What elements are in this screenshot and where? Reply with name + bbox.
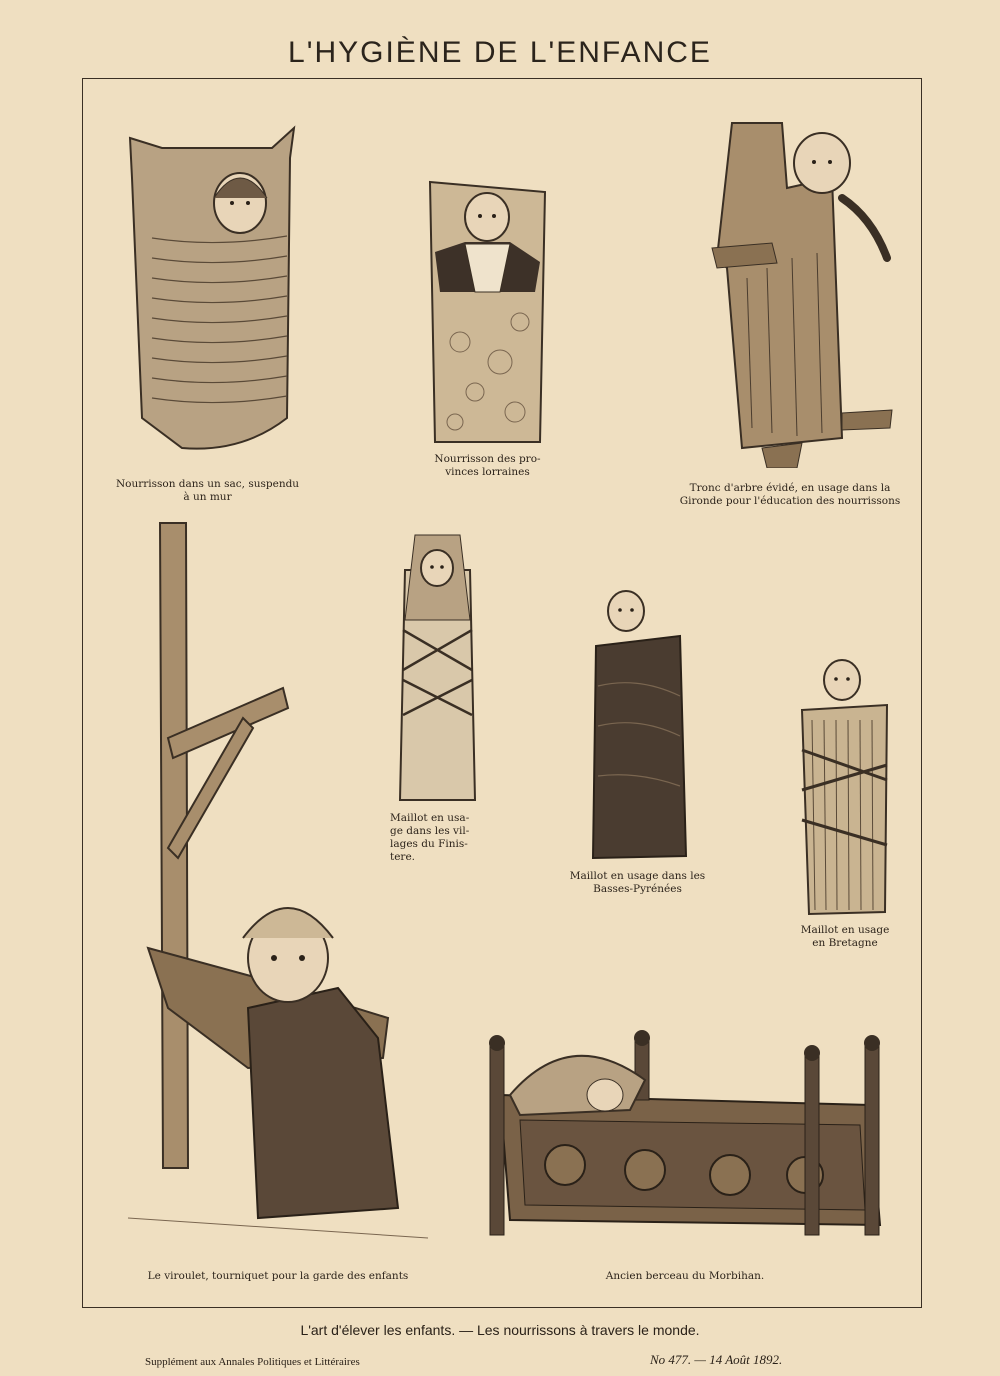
caption-tronc: Tronc d'arbre évidé, en usage dans la Gironde pour l'éducation des nourrissons (679, 482, 901, 507)
caption-viroulet: Le viroulet, tourniquet pour la garde des enfants (147, 1270, 409, 1282)
bretagne-swaddle-illustration (797, 650, 892, 918)
pyrenees-swaddle-illustration (588, 586, 688, 864)
viroulet-illustration (108, 518, 438, 1258)
morbihan-cradle-illustration (480, 1025, 900, 1255)
caption-pyrenees: Maillot en usage dans les Basses-Pyrénées (569, 870, 706, 895)
footer-issue-date: No 477. — 14 Août 1892. (650, 1352, 783, 1367)
caption-finistere: Maillot en usa- ge dans les vil- lages du Finis- tere. (390, 812, 470, 863)
caption-lorraines: Nourrisson des pro- vinces lorraines (434, 453, 541, 478)
footer-publication: Supplément aux Annales Politiques et Littéraires (145, 1356, 360, 1368)
caption-bretagne: Maillot en usage en Bretagne (800, 924, 890, 949)
hollow-trunk-illustration (672, 118, 897, 468)
caption-sac: Nourrisson dans un sac, suspendu à un mur (115, 478, 300, 503)
page-title: L'HYGIÈNE DE L'ENFANCE (288, 36, 712, 69)
lorraine-infant-illustration (420, 172, 555, 447)
caption-berceau: Ancien berceau du Morbihan. (605, 1270, 765, 1282)
baby-in-sack-illustration (122, 118, 302, 473)
page-subtitle: L'art d'élever les enfants. — Les nourrissons à travers le monde. (300, 1322, 700, 1338)
